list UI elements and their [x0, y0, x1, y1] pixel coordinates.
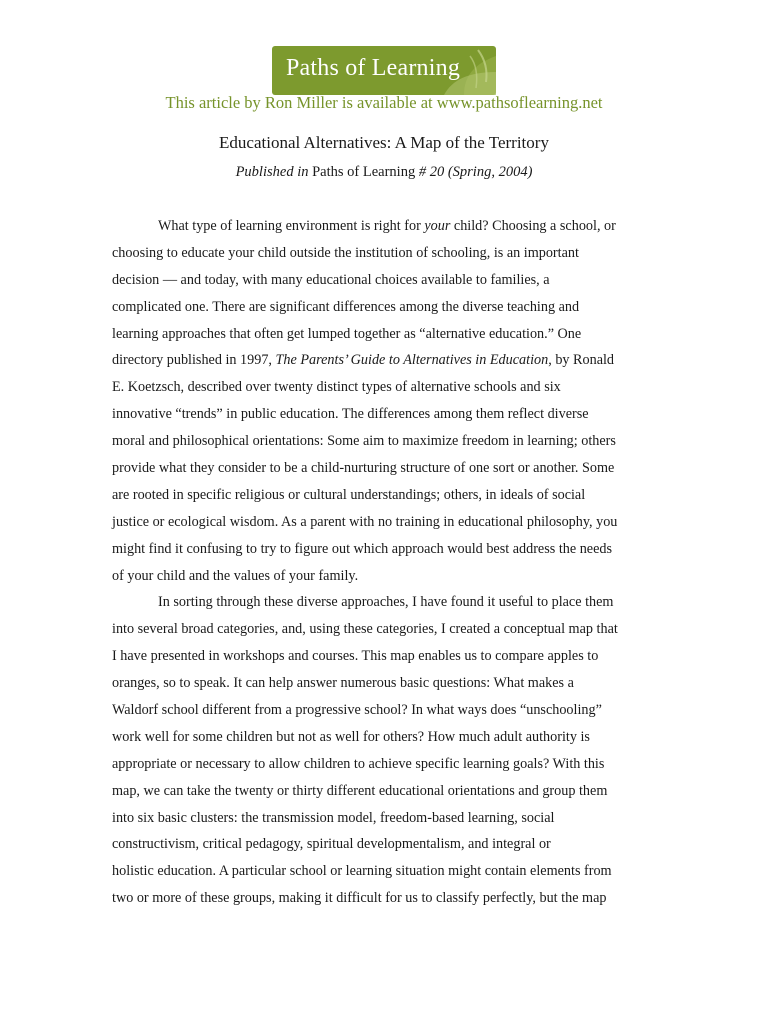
text-span: In sorting through these diverse approaches, I have found it useful to place them: [158, 594, 614, 611]
text-span: into several broad categories, and, using these categories, I created a conceptual map that: [112, 621, 618, 638]
pub-prefix: Published in: [235, 164, 309, 180]
logo-title: Paths of Learning: [286, 55, 461, 81]
text-span: , by Ronald: [548, 352, 615, 369]
text-line: [112, 455, 648, 482]
text-span: complicated one. There are significant differences among the diverse teaching and: [112, 298, 580, 315]
article-body: [112, 213, 648, 912]
text-span: I have presented in workshops and courses. This map enables us to compare apples to: [112, 648, 599, 665]
text-span: appropriate or necessary to allow children to achieve specific learning goals? With this: [112, 755, 605, 772]
text-span: constructivism, critical pedagogy, spiritual developmentalism, and integral or: [112, 836, 551, 853]
paragraph: [112, 213, 648, 589]
text-line: [112, 616, 648, 643]
text-span: two or more of these groups, making it difficult for us to classify perfectly, but the map: [112, 890, 607, 907]
text-line: [112, 401, 648, 428]
text-span: choosing to educate your child outside the institution of schooling, is an important: [112, 244, 579, 261]
text-line: [112, 347, 648, 374]
text-line: [112, 589, 648, 616]
pub-journal: Paths of Learning: [312, 164, 416, 180]
text-line: [112, 267, 648, 294]
text-span: map, we can take the twenty or thirty different educational orientations and group them: [112, 782, 608, 799]
text-span: directory published in 1997,: [112, 352, 276, 369]
text-line: [112, 778, 648, 805]
text-line: [112, 213, 648, 240]
paragraph: [112, 589, 648, 912]
publication-line: [0, 164, 768, 181]
text-line: [112, 724, 648, 751]
text-line: [112, 374, 648, 401]
text-line: [112, 670, 648, 697]
text-span: decision — and today, with many educational choices available to families, a: [112, 271, 550, 288]
text-span: Waldorf school different from a progressive school? In what ways does “unschooling”: [112, 702, 602, 719]
pub-issue: # 20 (Spring, 2004): [418, 164, 533, 180]
text-line: [112, 697, 648, 724]
text-span: of your child and the values of your family.: [112, 567, 359, 584]
text-line: [112, 240, 648, 267]
text-span: E. Koetzsch, described over twenty distinct types of alternative schools and six: [112, 379, 561, 396]
text-line: [112, 563, 648, 590]
article-source-byline: This article by Ron Miller is available at www.pathsoflearning.net: [165, 93, 603, 112]
text-line: [112, 536, 648, 563]
text-line: [112, 643, 648, 670]
text-line: [112, 831, 648, 858]
text-span: oranges, so to speak. It can help answer numerous basic questions: What makes a: [112, 675, 574, 692]
text-line: [112, 885, 648, 912]
text-line: [112, 751, 648, 778]
text-span: might find it confusing to try to figure out which approach would best address the needs: [112, 540, 613, 557]
text-line: [112, 294, 648, 321]
text-span: provide what they consider to be a child-nurturing structure of one sort or another. Some: [112, 460, 615, 477]
text-span: moral and philosophical orientations: Some aim to maximize freedom in learning; others: [112, 433, 616, 450]
text-span: justice or ecological wisdom. As a parent with no training in educational philosophy, you: [112, 513, 618, 530]
article-title: Educational Alternatives: A Map of the Territory: [219, 133, 549, 152]
text-line: [112, 858, 648, 885]
text-span: holistic education. A particular school or learning situation might contain elements from: [112, 863, 612, 880]
text-span: work well for some children but not as well for others? How much adult authority is: [112, 728, 590, 745]
paths-of-learning-logo: [272, 46, 496, 95]
text-span: are rooted in specific religious or cultural understandings; others, in ideals of social: [112, 486, 586, 503]
italic-text: your: [424, 218, 451, 234]
text-span: What type of learning environment is right for: [158, 218, 425, 234]
text-line: [112, 321, 648, 348]
text-span: child? Choosing a school, or: [450, 218, 616, 234]
logo-leaf-art-icon: [434, 46, 496, 95]
text-line: [112, 428, 648, 455]
text-line: [112, 805, 648, 832]
text-line: [112, 509, 648, 536]
text-line: [112, 482, 648, 509]
text-span: innovative “trends” in public education. The differences among them reflect diverse: [112, 406, 589, 423]
text-span: learning approaches that often get lumped together as “alternative education.” One: [112, 325, 582, 342]
text-span: into six basic clusters: the transmission model, freedom-based learning, social: [112, 809, 555, 826]
italic-text: The Parents’ Guide to Alternatives in Education: [275, 352, 549, 369]
